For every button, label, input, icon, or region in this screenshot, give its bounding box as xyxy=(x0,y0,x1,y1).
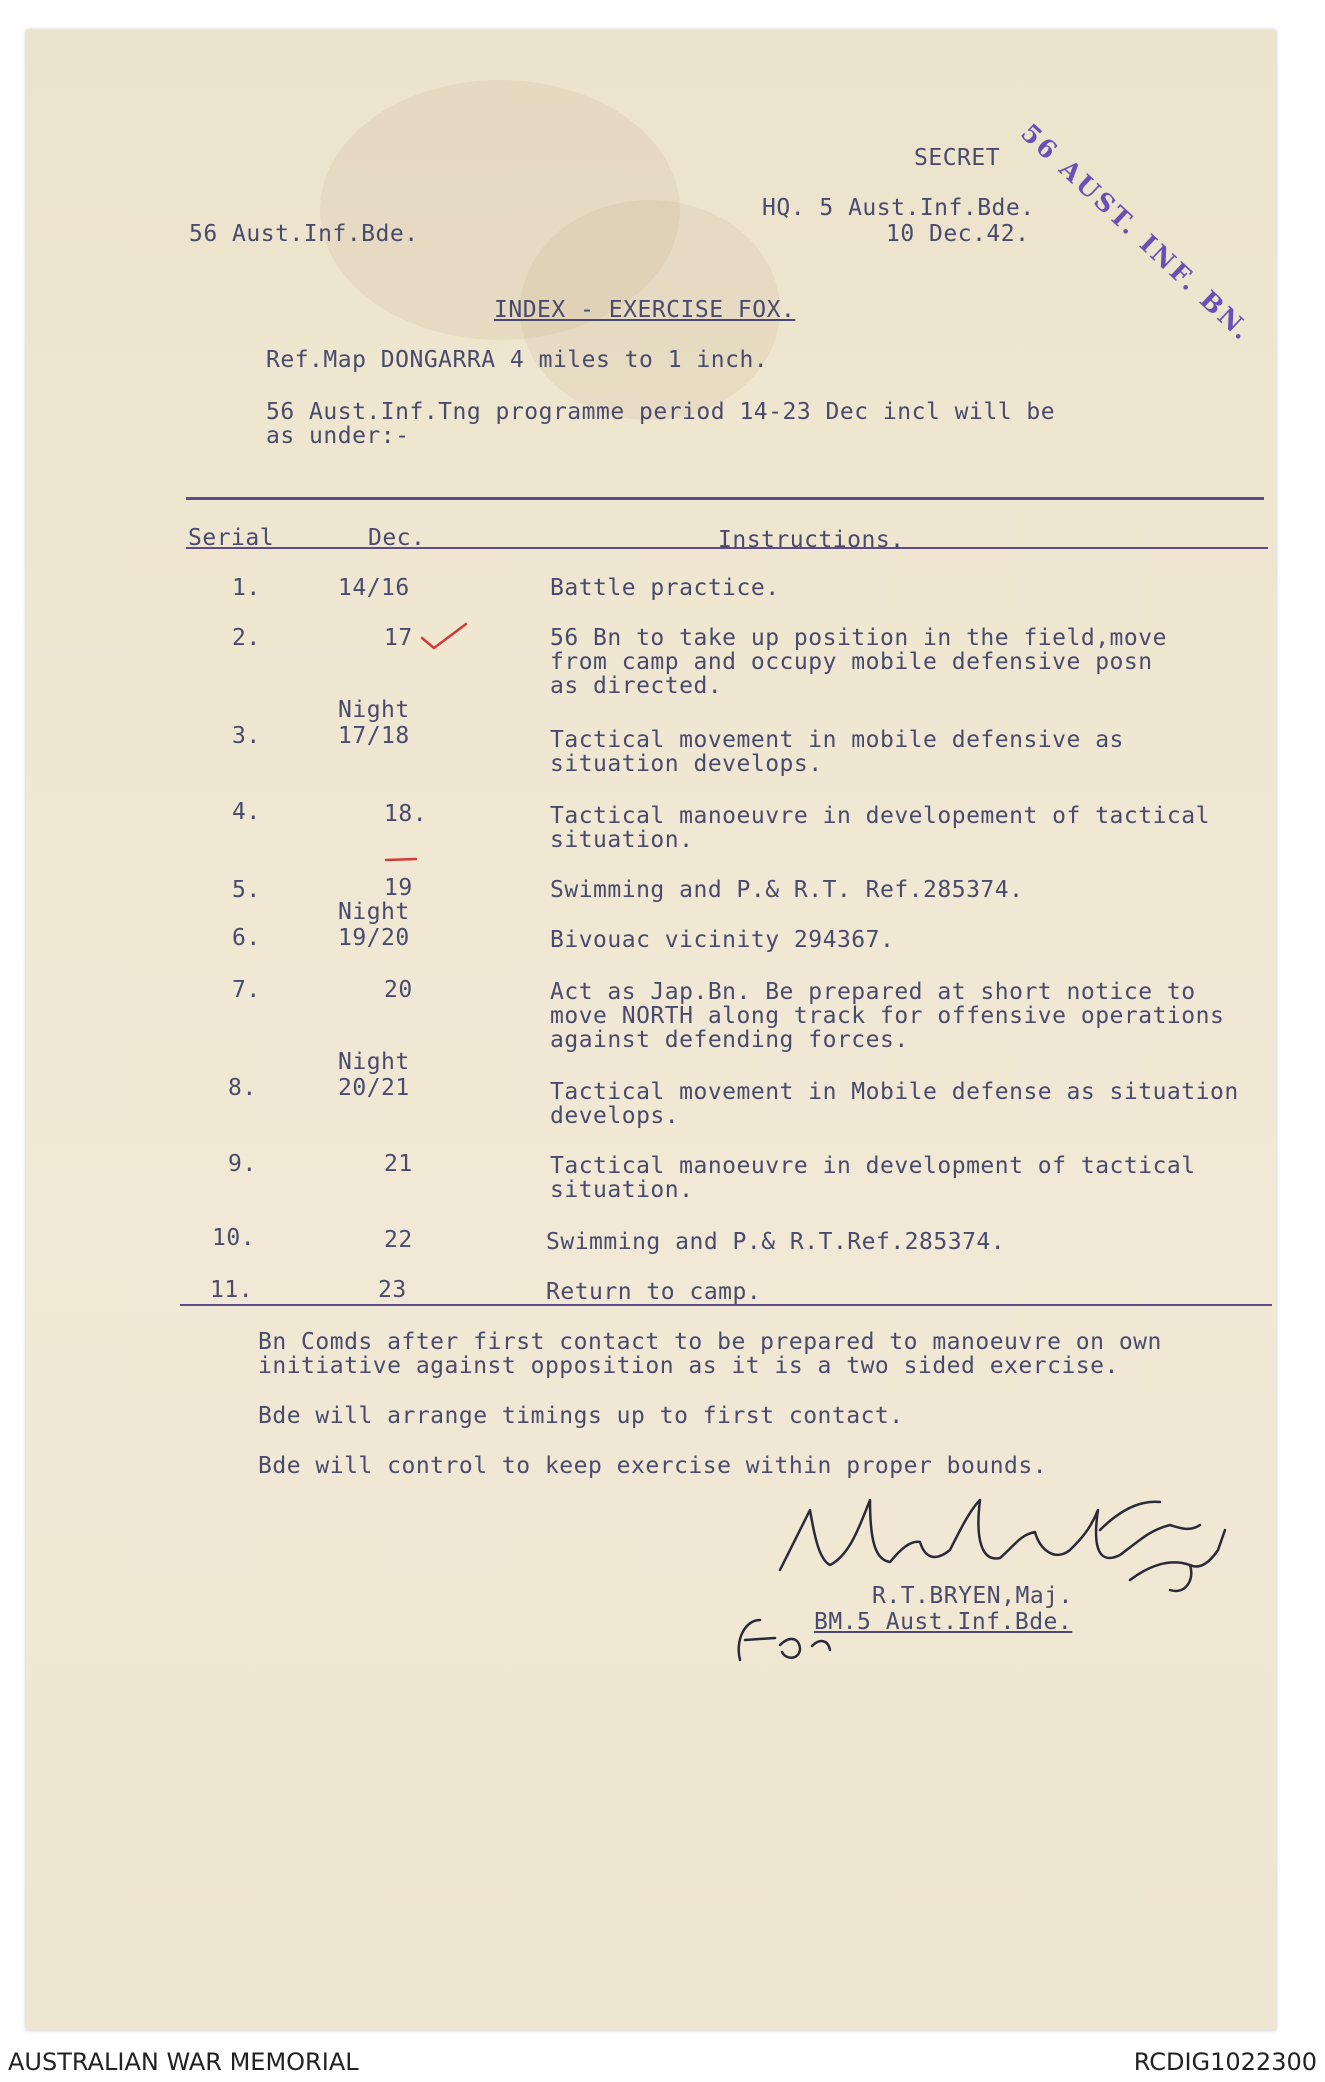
row-instruction-line: situation. xyxy=(550,1177,694,1203)
row-instruction-line: 56 Bn to take up position in the field,move xyxy=(550,625,1167,651)
row-dec: 21 xyxy=(384,1151,413,1177)
row-instruction-line: Tactical manoeuvre in development of tactical xyxy=(550,1153,1196,1179)
row-serial: 9. xyxy=(228,1151,257,1177)
row-instruction-line: Swimming and P.& R.T.Ref.285374. xyxy=(546,1229,1006,1255)
row-instruction-line: situation. xyxy=(550,827,694,853)
row-instruction-line: situation develops. xyxy=(550,751,823,777)
row-night-label: Night xyxy=(338,1049,410,1075)
from-address: HQ. 5 Aust.Inf.Bde. xyxy=(762,195,1035,221)
signatory-name: R.T.BRYEN,Maj. xyxy=(872,1583,1073,1609)
row-serial: 6. xyxy=(232,925,261,951)
row-serial: 11. xyxy=(210,1277,254,1303)
row-instruction-line: Swimming and P.& R.T. Ref.285374. xyxy=(550,877,1024,903)
row-instruction-line: Return to camp. xyxy=(546,1279,762,1305)
row-instruction-line: against defending forces. xyxy=(550,1027,909,1053)
row-instruction-line: Bivouac vicinity 294367. xyxy=(550,927,895,953)
footer-id: RCDIG1022300 xyxy=(1133,2048,1317,2076)
note-1-line-2: initiative against opposition as it is a two sided exercise. xyxy=(258,1353,1119,1379)
footer-source: AUSTRALIAN WAR MEMORIAL xyxy=(8,2048,359,2076)
header-dec: Dec. xyxy=(368,525,426,551)
row-instruction-line: Tactical movement in mobile defensive as xyxy=(550,727,1124,753)
row-night-label: Night xyxy=(338,899,410,925)
row-instruction-line: from camp and occupy mobile defensive posn xyxy=(550,649,1153,675)
note-2: Bde will arrange timings up to first contact. xyxy=(258,1403,904,1429)
row-dec: 17/18 xyxy=(338,723,410,749)
row-dec: 20/21 xyxy=(338,1075,410,1101)
row-dec: 17 xyxy=(384,625,413,651)
row-dec: 18. xyxy=(384,801,428,827)
row-instruction-line: develops. xyxy=(550,1103,680,1129)
row-serial: 3. xyxy=(232,723,261,749)
row-instruction-line: Act as Jap.Bn. Be prepared at short notice to xyxy=(550,979,1196,1005)
row-serial: 8. xyxy=(228,1075,257,1101)
row-serial: 4. xyxy=(232,799,261,825)
row-instruction-line: as directed. xyxy=(550,673,723,699)
signatory-title: BM.5 Aust.Inf.Bde. xyxy=(814,1609,1073,1635)
note-3: Bde will control to keep exercise within proper bounds. xyxy=(258,1453,1048,1479)
document-date: 10 Dec.42. xyxy=(886,221,1030,247)
row-dec: 19 xyxy=(384,875,413,901)
row-dec: 22 xyxy=(384,1227,413,1253)
row-serial: 10. xyxy=(212,1225,256,1251)
row-serial: 7. xyxy=(232,977,261,1003)
red-dash-icon xyxy=(384,856,418,864)
red-tick-icon xyxy=(418,620,470,654)
row-dec: 14/16 xyxy=(338,575,410,601)
secret-label: SECRET xyxy=(914,145,1001,171)
header-serial: Serial xyxy=(188,525,275,551)
row-instruction-line: move NORTH along track for offensive operations xyxy=(550,1003,1225,1029)
row-night-label: Night xyxy=(338,697,410,723)
note-1-line-1: Bn Comds after first contact to be prepared to manoeuvre on own xyxy=(258,1329,1162,1355)
header-instructions: Instructions. xyxy=(718,527,905,553)
row-instruction-line: Battle practice. xyxy=(550,575,780,601)
ref-map: Ref.Map DONGARRA 4 miles to 1 inch. xyxy=(266,347,769,373)
row-instruction-line: Tactical movement in Mobile defense as situation xyxy=(550,1079,1239,1105)
document-title: INDEX - EXERCISE FOX. xyxy=(494,297,796,323)
row-serial: 2. xyxy=(232,625,261,651)
table-top-rule xyxy=(186,497,1264,500)
handwritten-signature xyxy=(720,1470,1240,1680)
intro-line-1: 56 Aust.Inf.Tng programme period 14-23 Dec incl will be xyxy=(266,399,1056,425)
unit-stamp: 56 AUST. INF. BN. xyxy=(1015,118,1258,348)
row-dec: 19/20 xyxy=(338,925,410,951)
header-rule xyxy=(186,547,1268,549)
table-bottom-rule xyxy=(180,1304,1272,1306)
to-address: 56 Aust.Inf.Bde. xyxy=(189,221,419,247)
intro-line-2: as under:- xyxy=(266,423,410,449)
row-dec: 23 xyxy=(378,1277,407,1303)
row-serial: 1. xyxy=(232,575,261,601)
row-dec: 20 xyxy=(384,977,413,1003)
row-serial: 5. xyxy=(232,877,261,903)
row-instruction-line: Tactical manoeuvre in developement of tactical xyxy=(550,803,1210,829)
